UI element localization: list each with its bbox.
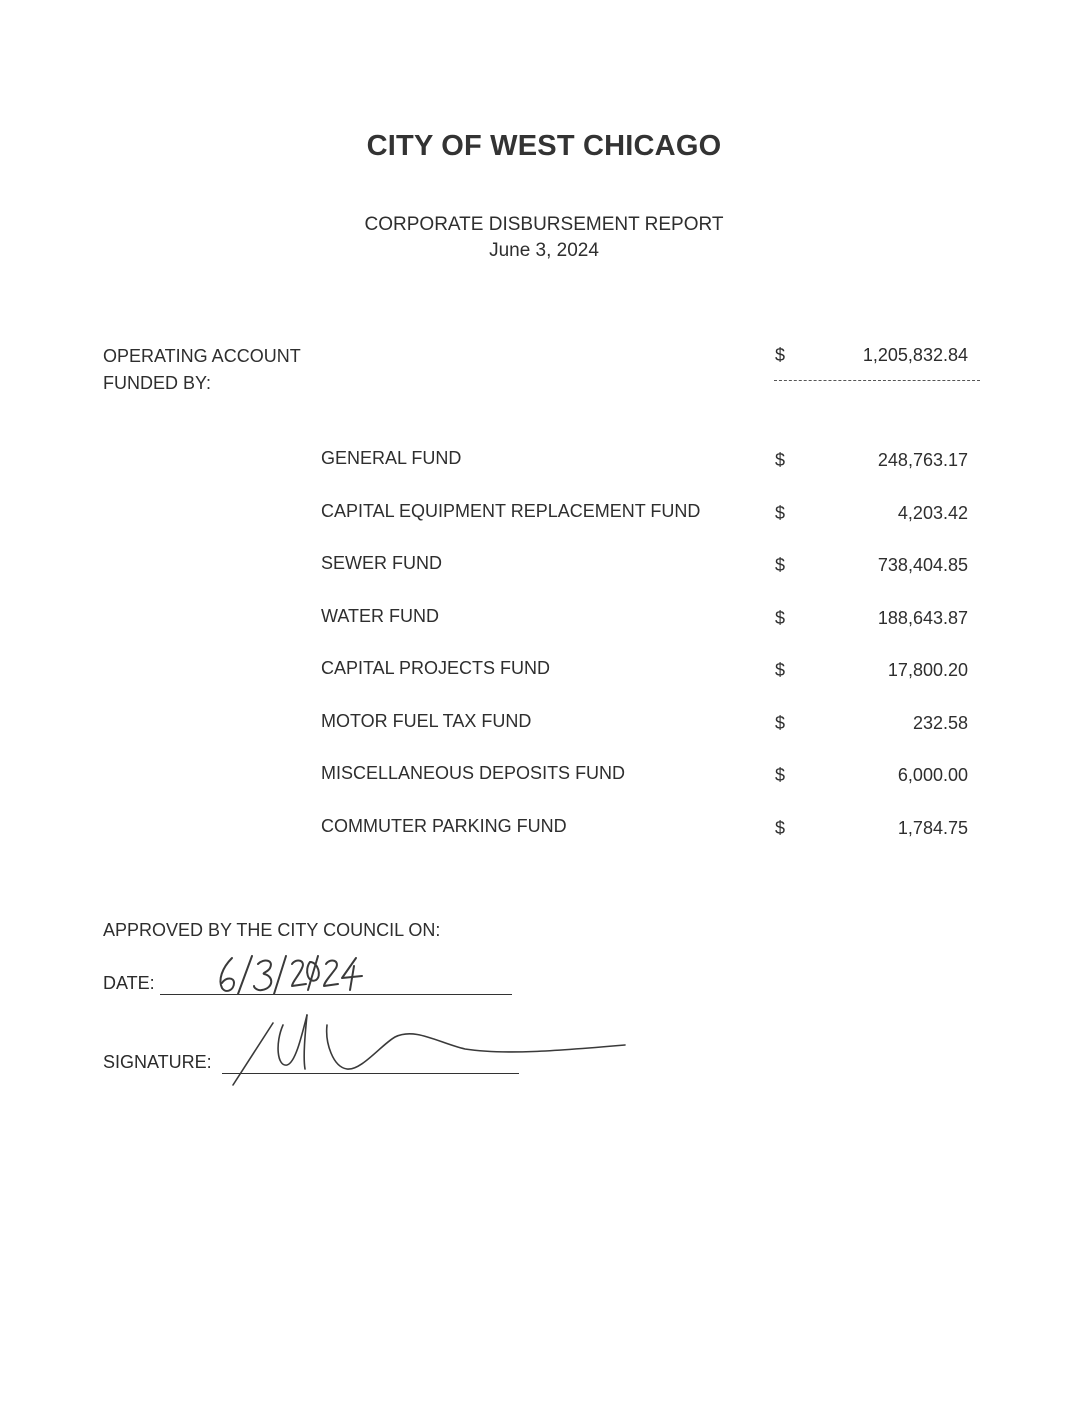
fund-amount: 188,643.87 — [877, 607, 968, 628]
fund-currency: $ — [775, 607, 786, 628]
operating-amount: 1,205,832.84 — [862, 345, 968, 365]
fund-row-sewer — [0, 553, 1088, 606]
fund-row-capital-projects — [0, 658, 1088, 711]
handwritten-date — [212, 950, 382, 1000]
date-label: DATE: — [103, 973, 155, 993]
fund-currency: $ — [775, 502, 786, 523]
fund-row-water — [0, 606, 1088, 659]
operating-account-label: OPERATING ACCOUNT — [103, 346, 301, 366]
fund-amount: 232.58 — [912, 712, 968, 733]
handwritten-signature — [225, 995, 645, 1090]
fund-row-capital-equipment — [0, 501, 1088, 554]
fund-list — [0, 448, 1088, 868]
fund-row-motor-fuel-tax — [0, 711, 1088, 764]
fund-amount: 1,784.75 — [897, 817, 968, 838]
fund-name: MOTOR FUEL TAX FUND — [321, 710, 532, 731]
fund-currency: $ — [775, 765, 786, 785]
report-date: June 3, 2024 — [489, 240, 599, 261]
fund-row-miscellaneous-deposits — [0, 763, 1088, 816]
fund-name: WATER FUND — [321, 605, 439, 626]
fund-name: MISCELLANEOUS DEPOSITS FUND — [321, 763, 626, 783]
approval-heading: APPROVED BY THE CITY COUNCIL ON: — [103, 920, 441, 940]
fund-name: CAPITAL EQUIPMENT REPLACEMENT FUND — [321, 500, 701, 521]
fund-amount: 738,404.85 — [877, 555, 968, 575]
fund-currency: $ — [775, 817, 786, 838]
operating-account-block — [103, 343, 301, 397]
fund-row-commuter-parking — [0, 816, 1088, 869]
fund-name: SEWER FUND — [321, 553, 442, 573]
funded-by-label: FUNDED BY: — [103, 373, 212, 393]
page-title: CITY OF WEST CHICAGO — [366, 130, 722, 162]
fund-name: COMMUTER PARKING FUND — [321, 815, 567, 836]
signature-label: SIGNATURE: — [103, 1052, 212, 1072]
fund-row-general — [0, 448, 1088, 501]
fund-currency: $ — [775, 450, 786, 470]
fund-currency: $ — [775, 712, 786, 733]
fund-amount: 248,763.17 — [877, 450, 968, 470]
fund-name: CAPITAL PROJECTS FUND — [321, 658, 551, 678]
fund-amount: 4,203.42 — [897, 502, 968, 523]
fund-currency: $ — [775, 555, 786, 575]
total-divider — [774, 380, 980, 381]
report-name: CORPORATE DISBURSEMENT REPORT — [364, 214, 724, 235]
report-subtitle — [0, 212, 1088, 264]
fund-currency: $ — [775, 660, 786, 680]
fund-amount: 17,800.20 — [887, 660, 968, 680]
fund-amount: 6,000.00 — [897, 765, 968, 785]
operating-currency: $ — [775, 345, 786, 365]
fund-name: GENERAL FUND — [321, 448, 462, 468]
